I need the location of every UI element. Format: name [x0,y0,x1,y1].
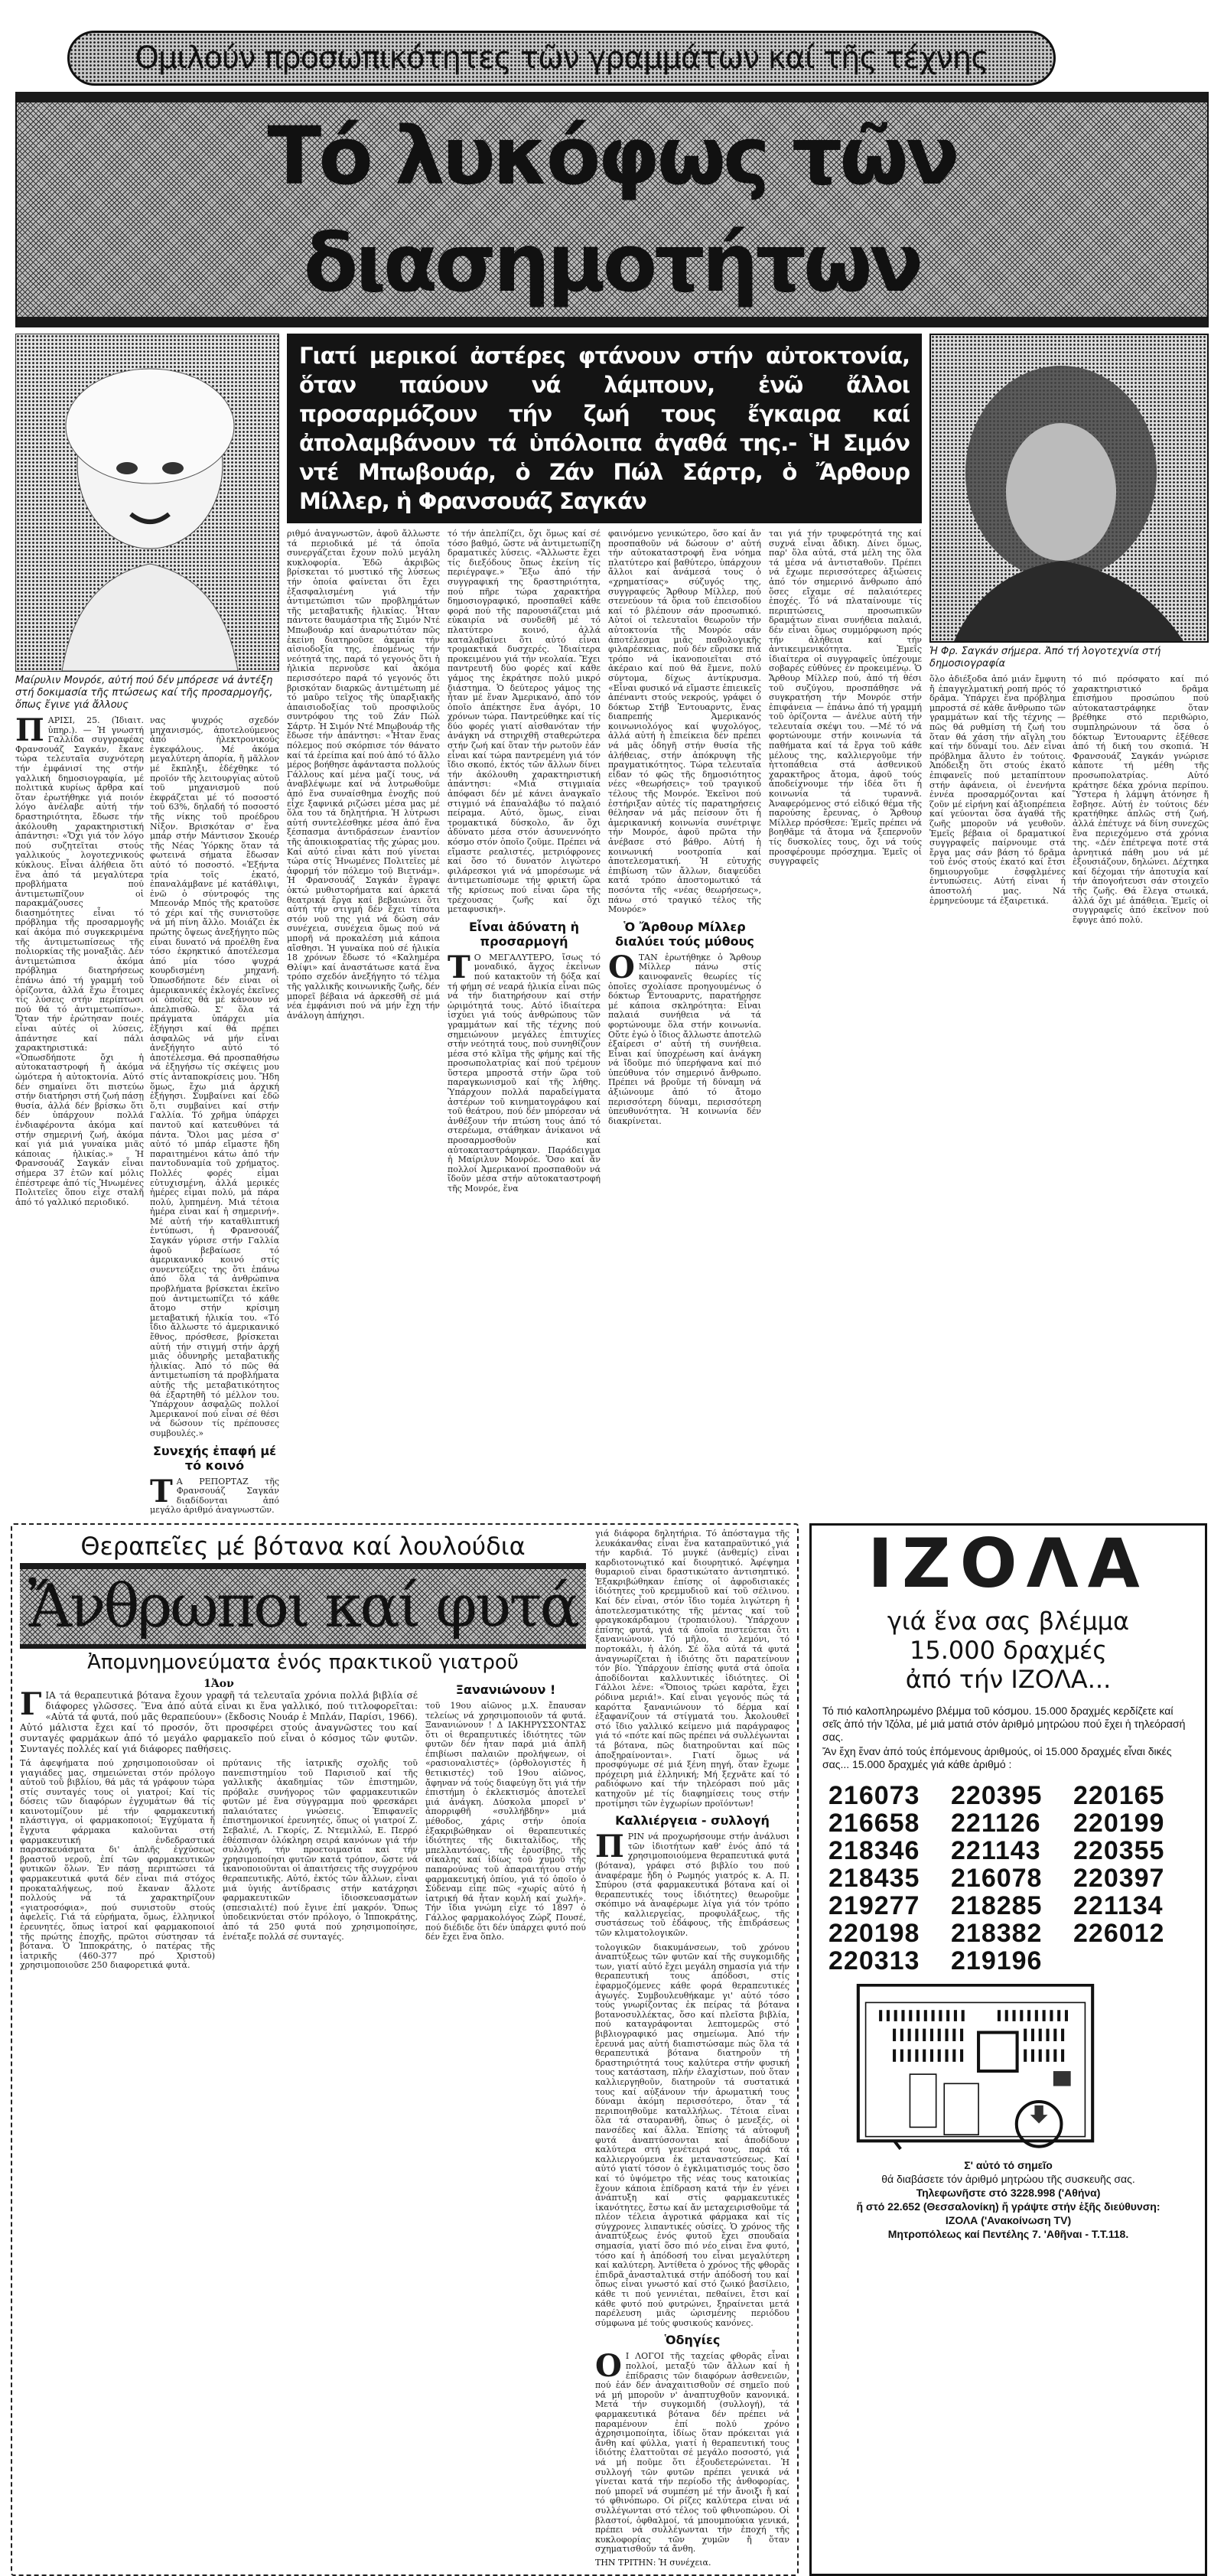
article1-middle [287,334,922,1516]
herbs-left-columns [20,1759,418,1971]
ad-headline-1: γιά ἕνα σας βλέμμα [887,1606,1130,1636]
subheading-adynati-prosarmogi: Εἶναι ἀδύνατη ἡ προσαρμογή [468,919,580,949]
article1-column-8: τό πιό πρόσφατο καί πιό χαρακτηριστικό δρᾶμα ἐπισήμου προσώπου πού αὐτοκαταστράφηκε ὅταν βρέθηκε στό περιθώριο, συμπληρώνουν τά ὅσα ὁ δόκτωρ Ἐντουαρντς ἐξέθεσε ἀπό τή δική του σκοπιά. Ἡ Φρανσουάζ Σαγκάν γνώρισε κάποτε τή μέθη τῆς προσωπολατρίας. Αὐτό κράτησε δέκα χρόνια περίπου. Ὕστερα ἡ λάμψη ἀτόνησε ἤ ἔσβησε. Αὐτή ἐν τούτοις δέν κρατήθηκε ἁπλῶς στή ζωή, ἀλλά ἐπέτυχε νά δίνη συνεχῶς ἕνα περιεχόμενο στά χρόνια της. «Δέν ἐπέτρεψα ποτέ στά ἀρνητικά πάθη μου νά μέ ἐξουσιάζουν, δηλώνει. Δέχτηκα καί δέχομαι τήν ἀποτυχία καί τήν ἀπογοήτευσι σάν στοιχεῖο τῆς ζωῆς. Θά ἔλεγα στωικά, ἀλλά ὄχι μέ ἀπάθεια. Ἐμεῖς οἱ συγγραφεῖς ἀπό ἐκεῖνον πού ἔφυγε ἀπό πολύ. [1073,674,1209,925]
winning-numbers-grid [812,1771,1205,1975]
article1-column-2: νας ψυχρός σχεδόν μηχανισμός, ἀποτελούμενος ἀπό ἠλεκτρονικούς ἐγκεφάλους. Μέ ἀκόμα μεγαλύτερη ἀπορία, ἤ μᾶλλον μέ ἔκπληξι, ἐδέχθηκε τό προϊόν τῆς λειτουργίας αὐτοῦ τοῦ μηχανισμοῦ πού ἐκφράζεται μέ τό ποσοστό τοῦ 63%, δηλαδή τό ποσοστό τῆς νίκης τοῦ προέδρου Νίξον. Βρισκόταν σ' ἕνα μπάρ στήν Μάντισον Σκουέρ τῆς Νέας Ὑόρκης ὅταν τά φωτεινά σήματα ἔδωσαν αὐτό τό ποσοστό. «Ἑξήντα τρία τοῖς ἑκατό, ἐπαναλάμβανε μέ κατάθλιψι, ἐνῶ ὁ σύντροφός της Μπεονάρ Μπός τῆς κρατοῦσε τό χέρι καί τῆς συνιστοῦσε νά μή πίνη ἄλλο. Μοιάζει ἐκ πρώτης ὄψεως ἀνεξήγητο πῶς εἶναι δυνατό νά προέλθη ἕνα τόσο ἐκρηκτικό ἀποτέλεσμα ἀπό μία τόσο ψυχρά κουρδισμένη μηχανή. Ὁπωσδήποτε δέν εἶναι οἱ ἀμερικανικές ἐκλογές ἐκεῖνες οἱ ὁποῖες θά μέ κάνουν νά ἀπελπισθῶ. Σ' ὅλα τά πράγματα ὑπάρχει μία ἐξήγησι καί θά πρέπει ἀσφαλῶς νά μήν εἶναι ἀνεξήγητο αὐτό τό ἀποτέλεσμα. Θά προσπαθήσω νά ἐξηγήσω τίς σκέψεις μου στίς ἀνταποκρίσεις μου. Ἤδη ὅμως, ἔχω μιά ἀρχική ἐξήγησι. Συμβαίνει καί ἐδῶ ὅ,τι συμβαίνει καί στήν Γαλλία. Τό χρῆμα ὑπάρχει παντοῦ καί κατευθύνει τά πάντα. Ὅλοι μας μέσα σ' αὐτό τό μπάρ εἴμαστε ἤδη παραιτημένοι κάτω ἀπό τήν παντοδυναμία τοῦ χρήματος. Πολλές φορές εἶμαι εὐτυχισμένη, ἀλλά μερικές ἡμέρες εἶμαι πολύ, μά πάρα πολύ, λυπημένη. Μιά τέτοια ἡμέρα εἶναι καί ἡ σημερινή». Μέ αὐτή τήν καταθλιπτική ἐντύπωσι, ἡ Φρανσουάζ Σαγκάν γύρισε στήν Γαλλία ἀφοῦ βεβαίωσε τό ἀμερικανικό κοινό στίς συνεντεύξεις της ὅτι ἐπάνω ἀπό ὅλα τά ἀνθρώπινα προβλήματα βρίσκεται ἐκεῖνο πού ἀντιμετωπίζει τό κάθε ἄτομο στήν κρίσιμη μεταβατική ἡλικία του. «Τό ἴδιο ἄλλωστε τό ἀμερικανικό ἔθνος, πρόσθεσε, βρίσκεται αὐτή τήν στιγμή στήν ἀρχή μιᾶς ὀδυνηρῆς μεταβατικῆς ἡλικίας. Ἀπό τό πῶς θά ἀντιμετωπίση τά προβλήματα αὐτῆς τῆς μεταβατικότητος θά ἐξαρτηθῆ τό μέλλον του. Ὑπάρχουν ἀσφαλῶς πολλοί Ἀμερικανοί πού εἶναι σέ θέσι νά δώσουν τίς πρέπουσες συμβουλές.» [150,715,279,1438]
herbs-column-3-wrap [425,1678,586,1971]
ad-footer-phone-thessaloniki: ἤ στό 22.652 (Θεσσαλονίκη) ἤ γράψτε στήν ἑξῆς διεύθυνση: [856,2200,1161,2213]
winning-number: 220355 [1073,1835,1165,1865]
izola-logo: ΙΖΟΛΑ [868,1523,1149,1603]
subheading-synexis-epafi: Συνεχής ἐπαφή μέ τό κοινό [152,1443,276,1473]
winning-number: 218346 [828,1835,920,1865]
ad-footer-address-name: ΙΖΟΛΑ ('Ανακοίνωση TV) [945,2213,1072,2226]
page-title: Τό λυκόφως τῶν διασημοτήτων [267,109,957,310]
winning-number: 218285 [951,1890,1043,1920]
sagan-photo [929,334,1209,643]
winning-number: 216073 [828,1780,920,1810]
herbs-left [20,1678,418,1971]
monroe-photo [15,334,279,672]
herbs-subtitle: Ἀπομνημονεύματα ἑνός πρακτικοῦ γιατροῦ [87,1650,519,1674]
winning-number: 218382 [951,1918,1043,1948]
winning-number: 220397 [1073,1863,1165,1893]
article1-middle-columns [287,529,922,1194]
portrait-illustration [16,334,279,671]
winning-number: 220199 [1073,1808,1165,1838]
article1-column-4-wrap [448,529,601,1194]
ad-body-2: Ἄν ἔχη ἕναν ἀπό τούς ἑπόμενους ἀριθμούς, οἱ 15.000 δραχμές εἶναι δικές σας... 15.000 δραχμές γιά κάθε ἀριθμό : [822,1744,1172,1770]
winning-number: 221126 [951,1808,1041,1838]
winning-number: 219277 [828,1890,920,1920]
kicker-banner [67,31,1056,86]
winning-number [1073,1947,1196,1975]
herbs-article-border [11,1523,799,2576]
bottom-section [0,1516,1224,2576]
deck-text: Γιατί μερικοί ἀστέρες φτάνουν στήν αὐτοκτονία, ὅταν παύουν νά λάμπουν, ἐνῶ ἄλλοι προσαρμόζουν τήν ζωή τους ἔγκαιρα καί ἀπολαμβάνουν τά ὑπόλοιπα ἀγαθά της.- Ἡ Σιμόν ντέ Μπωβουάρ, ὁ Ζάν Πώλ Σάρτρ, ὁ Ἄρθουρ Μίλλερ, ἡ Φρανσουάζ Σαγκάν [299,343,910,514]
subheading-ksananionoun: Ξανανιώνουν ! [455,1682,556,1697]
article1-column-2b: Τ Α ΡΕΠΟΡΤΑΖ τῆς Φρανσουάζ Σαγκάν διαδίδονται ἀπό μεγάλο ἀριθμό ἀναγνωστῶν. [150,1473,279,1516]
article1-column-1: Π ΑΡΙΣΙ, 25. (Ἰδιαιτ. ὑπηρ.). — Ἡ γνωστή Γαλλίδα συγγραφέας Φρανσουάζ Σαγκάν, ἔκανε τώρα τελευταῖα συχνότερη τήν ἐμφάνισί της στήν γαλλική δημοσιογραφία, μέ πολιτικά κυρίως ἄρθρα καί ὅταν ἐρωτήθηκε γιά ποιόν λόγο ἀνέλαβε αὐτή τήν δραστηριότητα, ἔδωσε τήν ἀκόλουθη χαρακτηριστική ἀπάντησι: «Ὄχι γιά τόν λόγο πού συζητεῖται στούς γαλλικούς λογοτεχνικούς κύκλους. Εἶναι ἀλήθεια ὅτι ἕνα ἀπό τά μεγαλύτερα προβλήματα πού ἀντιμετωπίζουν οἱ παρακμάζουσες διασημότητες εἶναι τό πρόβλημα τῆς προσαρμογῆς καί ἀκόμα πιό συγκεκριμένα τῆς ἀντιμετωπίσεως τῆς πολιορκίας τῆς μοναξιᾶς. Δέν ἀντιμετώπισα ἀκόμα πρόβλημα διατηρήσεως ἐπάνω ἀπό τή γραμμή τοῦ ὁρίζοντα, ἀλλά ἔχω ἕτοιμες τίς λύσεις στήν περίπτωσι πού θά τό ἀντιμετωπίσω». Ὅταν τήν ἐρώτησαν ποιές εἶναι αὐτές οἱ λύσεις, ἀπάντησε καί πάλι χαρακτηριστικά: «Ὁπωσδήποτε ὄχι ἡ αὐτοκαταστροφή ἤ ἀκόμα ὠμότερα ἡ αὐτοκτονία. Αὐτό δέν σημαίνει ὅτι πιστεύω στήν διατήρησι στή ζωή πάσῃ θυσία, ἀλλά δέν βρίσκω ὅτι δέν ὑπάρχουν πολλά ἐνδιαφέροντα ἀκόμα καί στήν σημερινή ζωή, ἀκόμα καί γιά μιά γυναίκα μιᾶς κάποιας ἡλικίας.» Ἡ Φρανσουάζ Σαγκάν εἶναι σήμερα 37 ἐτῶν καί μόλις ἐπέστρεφε ἀπό τίς Ἡνωμένες Πολιτεῖες ὅπου εἶχε σταλῆ ἀπό τό γαλλικό περιοδικό. [15,712,145,1207]
winning-number: 220165 [1073,1780,1165,1810]
article1-column-4: τό τήν ἀπελπίζει, ὄχι ὅμως καί σέ τόσο βαθμό, ὥστε νά ἀντιμετωπίζη δραματικές λύσεις. «Ἄλλωστε ἔχει τίς διεξόδους ὅπως ἐκείνη τίς περιέγραψε.» Ἔξω ἀπό τήν συγγραφική της δραστηριότητα, πού πῆρε τώρα χαρακτήρα δημοσιογραφικό, προσπαθεῖ κάθε φορά πού τῆς παρουσιάζεται μιά εὐκαιρία νά συνδεθῆ μέ τό πλατύτερο κοινό, ἀλλά καταλαβαίνει ὅτι αὐτό εἶναι τρομακτικά δυσχερές. Ἰδιαίτερα προκειμένου γιά τήν νεολαία. Ἔχει παντρευτῆ δύο φορές καί κάθε γάμος της ἐκράτησε πολύ μικρό διάστημα. Ὁ δεύτερος γάμος της ἦταν μέ ἕναν Ἀμερικανό, ἀπό τόν ὁποῖο ἀπέκτησε ἕνα ἀγόρι, 10 χρόνων τώρα. Παντρεύθηκε καί τίς δύο φορές γιατί αἰσθανόταν τήν ἀνάγκη νά στηριχθῆ σταθερώτερα στήν ζωή καί ὅταν τήν ρωτοῦν ἐάν εἶναι καί τώρα παντρεμένη γιά τόν ἴδιο σκοπό, ἐκτός τῶν ἄλλων δίνει τήν ἀκόλουθη χαρακτηριστική ἀπάντησι: «Μιά στιγμιαία ἀπόφασι δέν μέ κάνει ἀναγκαῖο στιγμιό νά ἐπαναλάβω τό παλαιό πείραμα. Αὐτό, ὅμως, εἶναι τρομακτικά δύσκολο, ἄν ὄχι ἀδύνατο μέσα στόν ἀσυνεννόητο κόσμο στόν ὁποῖο ζοῦμε. Πρέπει νά εἴμαστε ρεαλιστές, μετριόφρονες καί ὅσο τό δυνατόν λιγώτερο φιλάρεσκοι γιά νά μπορέσωμε νά ἀντιμετωπίσωμε τήν φρικτή ὥρα τῆς κρίσεως πού εἶναι ὥρα τῆς τρέχουσας ζωῆς καί ὄχι μεταφυσική». [448,529,601,915]
winning-number: 218435 [828,1863,920,1893]
ad-headline-3: ἀπό τήν ΙΖΟΛΑ... [905,1664,1112,1694]
article1-column-7: ὅλο ἀδιέξοδα ἀπό μιάν ἔμφυτη ἤ ἐπαγγελματική ροπή πρός τό δρᾶμα. Ὑπάρχει ἕνα πρόβλημα μπροστά σέ κάθε ἄνθρωπο τῶν γραμμάτων καί τῆς τέχνης — πῶς θά ρυθμίση τή ζωή του ὅταν θά χάση τήν αἴγλη του καί τήν δύναμί του. Δέν εἶναι πρόβλημα ἄλυτο ἐν τούτοις. Ἀπόδειξη ὅτι στούς ἑκατό ἐπιφανεῖς πού μεταπίπτουν στήν ἀφάνεια, οἱ ἐνενήντα ἐννέα προσαρμόζονται καί ζοῦν μέ εἰρήνη καί ἀξιοπρέπεια καί γεύονται ὅσα ἀγαθά τῆς ζωῆς μποροῦν νά γευθοῦν. Ἐμεῖς βέβαια οἱ δραματικοί συγγραφεῖς παίρνουμε στά ἔργα μας σάν βάση τό δρᾶμα τοῦ ἑνός στούς ἑκατό καί ἔτσι δημιουργοῦμε ἐσφαλμένες ἐντυπώσεις. Αὐτή εἶναι ἡ ἀποστολή μας. Νά ἑρμηνεύουμε τά ἐξαιρετικά. [929,674,1066,906]
subheading-miller: Ὁ Ἄρθουρ Μίλλερ διαλύει τούς μύθους [615,919,754,949]
ad-footer-line: Σ' αὐτό τό σημεῖο [964,2158,1053,2171]
winning-number: 226012 [1073,1918,1165,1948]
ad-footer-phone-athens: Τηλεφωνῆστε στό 3228.998 ('Αθήνα) [916,2186,1101,2199]
article1-column-5b: Ο ΤΑΝ ἐρωτήθηκε ὁ Ἄρθουρ Μίλλερ πάνω στίς καινοφανεῖς θεωρίες τίς ὁποῖες σχολίασε προηγουμένως ὁ δόκτωρ Ἐντουαρντς, παρατήρησε μέ κάποια σκληρότητα: Εἶναι παλαιά συνήθεια νά τά φορτώνουμε ὅλα στήν κοινωνία. Οὔτε ἐγώ ὁ ἴδιος ἄλλωστε ἀποτελῶ ἐξαίρεσι σ' αὐτή τή συνήθεια. Εἶναι καί ὑποχρέωση καί ἀνάγκη νά ἴδοῦμε πιό ὑπερήφανα καί πιό ὑπεύθυνα τόν σημερινό ἄνθρωπο. Πρέπει νά βροῦμε τή δύναμη νά ἀξιώνουμε ἀπό τό ἄτομο περισσότερη δύναμι, περισσότερη ὑπευθυνότητα. Ἡ κοινωνία δέν διακρίνεται. [608,949,761,1126]
herbs-title: Ἄνθρωποι καί φυτά [28,1571,578,1641]
monroe-caption: Μαίρυλιν Μονρόε, αὐτή πού δέν μπόρεσε νά ἀντέξη στή δοκιμασία τῆς πτώσεως καί τῆς προσαρμογῆς, ὅπως ἔγινε γιά ἄλλους [15,675,273,711]
ad-headline-2: 15.000 δραχμές [909,1635,1108,1665]
drop-cap: Π [15,712,44,748]
herbs-column-4: γιά διάφορα δηλητήρια. Τό ἀπόσταγμα τῆς λευκάκανθας εἶναι ἕνα καταπραϋντικό γιά τήν καρδιά. Τό μυγκέ (ἀνθεμίς) εἶναι καρδιοτονωτικό καί διουρητικό. Ἀφέψημα θυμαριοῦ εἶναι δραστικώτατο ἀντισηπτικό. Ἐξακριβώθηκαν ἐπίσης οἱ ἀφροδισιακές ἰδιότητες τοῦ κρεμμυδιοῦ καί τοῦ σέλινου. Καί δέν εἶναι, στόν ἴδιο τομέα λιγώτερη ἡ ἀποτελεσματικότης τῆς μέντας καί τοῦ φραγκοκάρδαμου (τροπαιόλου). Ὑπάρχουν ἐπίσης φυτά, γιά τά ὁποῖα πιστεύεται ὅτι ξανανιώνουν. Τό μῆλο, τό λεμόνι, τό πορτοκάλι, ἡ ἀλόη. Σέ ὅλα αὐτά τά φυτά ἀναγνωρίζεται ἡ ἰδιότης ὅτι παρατείνουν τόν βίο. Ὑπάρχουν ἐπίσης φυτά στά ὁποῖα ἀποδίδονται καλλυντικές ἰδιότητες. Οἱ Γάλλοι λένε: «Ὅποιος τρώει καρότα, ἔχει ρόδινα μεριά!». Καί εἶναι γεγονός πώς τά καρόττα ξανανιώνουν τό δέρμα καί ἐξαφανίζουν τά στίγματά του. Ἀκολουθεῖ στό ἴδιο γαλλικό κείμενο μιά παράγραφος γιά τό «πότε καί πῶς πρέπει νά συλλέγωνται τά βότανα, πῶς διατηροῦνται καί πῶς ἀποξηραίνονται». Γιατί ὅμως νά προσφύγωμε σέ μιά ξένη πηγή, ὅταν ἔχωμε πρόχειρη μιά ἑλληνική; Μή ξεχνᾶτε καί τό ραδιόφωνο καί τήν τηλεόρασι πού μᾶς κατηχοῦν μέ τίς διαφημίσεις τους στήν προτίμησι τῶν ἐγχωρίων προϊόντων! [595,1528,789,1809]
masthead [0,0,1224,327]
winning-number: 220198 [828,1918,920,1948]
article1-left [15,334,279,1516]
winning-number: 216078 [951,1863,1043,1893]
herbs-column-1: Τά ἀφεψήματα πού χρησιμοποιοῦσαν οἱ γιαγιάδες μας, σημειώνεται στόν πρόλογο αὐτοῦ τοῦ βιβλίου, θά μᾶς τά γράφουν τώρα στίς συνταγές τους οἱ γιατροί; Καί τίς δόσεις τῶν διαφόρων ἐγχυμάτων θά τίς καινοτομίζουν μέ τήν φαρμακευτική πλάστιγγα, οἱ φαρμακοποιοί; Ἐγχύματα ἤ ἔγχυτα φάρμακα καλοῦνται στή φαρμακευτική ἐνδεδραστικά παρασκευάσματα δι' ἁπλῆς ἐγχύσεως βραστοῦ νεροῦ, ἐπί τῶν φαρμακευτικῶν φυτικῶν ὅλων. Ἐν πάσῃ περιπτώσει τά φαρμακευτικά φυτά δέν εἶναι πιά στόχος προκαταλήψεως, πού ἔκαναν ἄλλοτε πολλούς νά τά χαρακτηρίζουν «γιατροσόφια», πού συνιστοῦν στούς ἀφελεῖς. Γιά τά εὑρήματα, ὅμως, ἐλληνικοί ἐρευνητές, ὅπως ἰατροί καί φαρμακοποιοί τῆς πρώτης ἐποχῆς, πρῶτοι σύστησαν τά βότανα. Ὁ Ἱπποκράτης, ὁ πατέρας τῆς ἰατρικῆς (460-377 πρό Χριστοῦ) χρησιμοποιοῦσε 250 διαφορετικά φυτά. [20,1757,215,1971]
herbs-main [20,1529,586,2568]
herbs-title-ribbon [20,1563,586,1649]
deck-box [287,334,922,523]
izola-ad [809,1523,1207,2576]
winning-number: 220395 [951,1780,1043,1810]
continued-note: ΤΗΝ ΤΡΙΤΗΝ: Ἡ συνέχεια. [595,2557,711,2568]
article1-right [929,334,1209,1516]
winning-number: 220313 [828,1946,920,1975]
herbs-right [595,1529,789,2568]
herbs-intro: Γ ΙΑ τά θεραπευτικά βότανα ἔχουν γραφῆ τά τελευταῖα χρόνια πολλά βιβλία σέ διάφορες γλῶσσες. Ἕνα ἀπό αὐτά εἶναι κι ἕνα γαλλικό, πού τιτλοφορεῖται: «Αὐτά τά φυτά, πού μᾶς θεραπεύουν» (ἔκδοσις Νουάρ ἐ Μπλάν, Παρίσι, 1966). Αὐτό μάλιστα ἔχει καί τό προσόν, ὅτι προσφέρει στούς ἀναγνῶστες του καί συνταγές φαρμάκων ἀπό τό μεγάλο φαρμακεῖο πού εἶναι ὁ κόσμος τῶν φυτῶν. Συνταγές πολλές καί γιά διάφορες παθήσεις. [20,1685,418,1754]
article1-right-columns [929,675,1209,925]
article1-column-5-wrap [608,529,761,1194]
herbs-column-2: πρύτανις τῆς ἰατρικῆς σχολῆς τοῦ πανεπιστημίου τοῦ Παρισιοῦ καί τῆς γαλλικῆς ἀκαδημίας τῶν ἐπιστημῶν, πρόβαλε συνήγορος τῶν φαρμακευτικῶν φυτῶν μέ ἕνα σύγγραμμα πού φρεσκάρει παλαιότατες γνώσεις. Ἐπιφανεῖς ἐπιστημονικοί ἐρευνητές, ὅπως οἱ γιατροί Ζ. Σεβαλιέ, Λ. Γκορίς, Ζ. Ντεμιλλώ, Ε. Περρό ἐθέσπισαν ὁλόκληρη σειρά κανόνων γιά τήν συλλογή, τήν προετοιμασία καί τήν χρησιμοποίησι φυτῶν κατά τρόπον, ὥστε νά ἱκανοποιοῦνται οἱ ἀπαιτήσεις τῆς συγχρόνου θεραπευτικῆς. Αὐτό, ἐκτός τῶν ἄλλων, εἶναι μιά ὑγιής ἀντίδρασις στήν κατάχρησι φαρμακευτικῶν ἰδιοσκευασμάτων (σπεσιαλιτέ) πού ἔγινε ἐπί μακρόν. Ὅπως ὑποδεικνύεται στόν πρόλογο, ὁ Ἱπποκράτης, ἀπό τά 250 φυτά πού χρησιμοποίησε, ἐνέταξε πολλά σέ συνταγές. [223,1757,418,1942]
tv-back-illustration [830,1984,1121,2152]
herbs-column-4b: Π ΡΙΝ νά προχωρήσουμε στήν ἀνάλυσι τῶν ἰδιοτήτων καθ' ἑνός ἀπό τά χρησιμοποιούμενα θεραπευτικά φυτά (βότανα), γράφει στό βιβλίο του πού ἀναφέραμε ἤδη ὁ Ρωμηός γιατρός κ. Α. Π. Σπύρου (στά φαρμακευτικά βότανα καί οἱ θεραπευτικές τους ἰδιότητες) θεωροῦμε σκόπιμο νά ἀναφέρωμε λίγα γιά τόν τρόπο τῆς καλλιεργείας, προφυλάξεως, τῆς συστάσεως τοῦ ἐδάφους, τῆς ἐπιδράσεως τῶν κλιματολογικῶν. [595,1829,789,1939]
article1-column-2-wrap [150,716,279,1516]
subheading-odigies: Ὁδηγίες [664,2333,721,2348]
article1-column-5: φαινόμενο γενικώτερο, ὅσο καί ἄν προσπαθοῦν νά δώσουν σ' αὐτή τήν αὐτοκαταστροφή ἕνα νόημα πλατύτερο καί βαθύτερο, ὑπάρχουν ἄλλοι καί ἀνάμεσά τους ὁ «χρηματίσας» σύζυγός της, συγγραφεύς Ἄρθουρ Μίλλερ, πού στενεύουν τά ὅρια τοῦ ἐπεισοδίου καί τό βλέπουν σάν προσωπικό. Αὐτοί οἱ τελευταῖοι θεωροῦν τήν αὐτοκτονία τῆς Μονρόε σάν ἀποτέλεσμα μιᾶς παθολογικῆς φιλαρέσκειας, πού δέν εὕρισκε πιά τρόπο νά ἱκανοποιεῖται στό ἀκέραιο καί πού θά ἔμενε, πολύ σύντομα, δίχως ἀντίκρυσμα. «Εἶναι φυσικό νά εἴμαστε ἐπιεικεῖς ἀπέναντι στούς νεκρούς, γράφει ὁ δόκτωρ Στήβ Ἐντουαρντς, ἕνας διαπρεπής Ἀμερικανός κοινωνιολόγος καί ψυχολόγος, ἀλλά αὐτή ἡ ἐπιείκεια δέν πρέπει νά μᾶς ὁδηγῆ στήν θυσία τῆς ἀλήθειας, στήν ἀπόκρυψη τῆς πραγματικότητος. Τώρα τελευταῖα εἶδαν τό φῶς τῆς δημοσιότητος νέες «θεωρήσεις» τοῦ τραγικοῦ τέλους τῆς Μονρόε. Ἐκεῖνοι πού ἐστήριξαν αὐτές τίς παρατηρήσεις θέλησαν νά μᾶς πείσουν ὅτι ἡ ἀμερικανική κοινωνία συνέτριψε τήν Μονρόε, ἀφοῦ πρῶτα τήν ἀνέβασε στό βάθρο. Αὐτή ἡ κοινωνική νοοτροπία καί ἀποτελεσματική. Ἡ εὐτυχής ἐπιβίωση τῶν ἄλλων, διαψεύδει κατά τρόπο ἀποστομωτικό τά ποσόντα τῆς «νέας θεωρήσεως», πάνω στό τραγικό τέλος τῆς Μονρόε» [608,529,761,915]
ad-footer-address: Μητροπόλεως καί Πεντέλης 7. 'Αθῆναι - Τ.Τ.118. [887,2227,1129,2240]
article1-column-4b: Τ Ο ΜΕΓΑΛΥΤΕΡΟ, ἴσως τό μοναδικό, ἄγχος ἐκείνων πού κατακτοῦν τή δόξα καί τή φήμη σέ νεαρά ἡλικία εἶναι πῶς νά τήν διατηρήσουν καί στήν ὡριμότητά τους. Αὐτό ἰδιαίτερα ἰσχύει γιά τούς ἀνθρώπους τῶν γραμμάτων καί τῆς τέχνης πού σημειώνουν μεγάλες ἐπιτυχίες στήν νεότητά τους, πού συνηθίζουν μέσα στό κλῖμα τῆς φήμης καί τῆς προσωπολατρίας καί πού τρέμουν ὕστερα μπροστά στήν ὥρα τοῦ παραγκωνισμοῦ καί τῆς λήθης. Ὑπάρχουν πολλά παραδείγματα ἀστέρων τοῦ κινηματογράφου καί τοῦ θεάτρου, πού δέν μπόρεσαν νά ἀνθέξουν τήν πτώση τους ἀπό τό στερέωμα, στάθηκαν ἀνίκανοι νά προσαρμοσθοῦν καί αὐτοκαταστράφηκαν. Παράδειγμα ἡ Μαίριλυν Μονρόε. Ὅσο καί ἄν πολλοί Ἀμερικανοί προσπαθοῦν νά ἴδοῦν μέσα στήν αὐτοκαταστροφή τῆς Μονρόε, ἕνα [448,949,601,1194]
subheading-kalliergeia: Καλλιέργεια - συλλογή [615,1813,770,1829]
winning-number: 219196 [951,1946,1043,1975]
ad-footer [812,2158,1205,2241]
ad-body-1: Τό πιό καλοπληρωμένο βλέμμα τοῦ κόσμου. 15.000 δραχμές κερδίζετε καί σεῖς ἀπό τήν Ἰζόλα, μέ μιά ματιά στόν ἀριθμό μητρώου πού ἔχει ἡ τηλεόρασή σας. [822,1704,1186,1743]
title-ribbon [15,92,1209,327]
herbs-kicker: Θεραπεῖες μέ βότανα καί λουλούδια [80,1531,526,1561]
portrait-illustration [931,335,1209,641]
herbs-column-3: τοῦ 19ου αἰῶνος μ.Χ. ἔπαυσαν τελείως νά χρησιμοποιοῦν τά φυτά. Ξανανιώνουν ! Δ ΙΑΚΗΡΥΣΣΟΝΤΑΣ ὅτι οἱ θεραπευτικές ἰδιότητες τῶν φυτῶν δέν ἦταν παρά μιά ἁπλῆ ἐπιβίωσι παλαιῶν προλήψεων, οἱ «ρασιοναλιστές» (ὀρθολογιστές ἤ θετικιστές) τοῦ 19ου αἰῶνος, ἄφηναν νά τούς διαφεύγη ὅτι γιά τήν ἐπιστήμη ὁ ἐκλεκτισμός ἀποτελεῖ μιά ἀνάγκη. Δύσκολα μπορεῖ ν' ἀπορριφθῆ «συλλήβδην» μιά μέθοδος, χάρις στήν ὁποία ἐξακριβώθηκαν οἱ θεραπευτικές ἰδιότητες τῆς δικιταλίδος, τῆς μπελλαντόνας, τῆς ἐρυσίβης, τῆς σίκαλης καί ἰδίως τοῦ χυμοῦ τῆς παπαρούνας τοῦ ἀπαραιτήτου στήν φαρμακευτική ὀπίου, γιά τό ὁποῖο ὁ Σύδεναμ εἶπε πῶς «χωρίς αὐτό ἡ ἰατρική θά ἦταν κουλή καί χωλή». Τήν ἴδια γνώμη εἶχε τό 1897 ὁ Γάλλος φαρμακολόγος Ζώρζ Πουσέ, πού διέδιδε ὅτι δέν ὑπάρχει φυτό πού δέν ἔχει ἕνα ὅπλο. [425,1700,586,1943]
article1 [0,327,1224,1516]
winning-number: 221143 [951,1835,1041,1865]
winning-number: 221134 [1073,1890,1164,1920]
kicker-text: Ομιλούν προσωπικότητες τῶν γραμμάτων καί τῆς τέχνης [135,41,988,76]
article1-column-6: ται γιά τήν τρυφερότητά της καί συχνά εἶναι ἄδικη. Δίνει ὅμως, παρ' ὅλα αὐτά, στά μέλη της ὅλα τά μέσα νά ἀντισταθοῦν. Πρέπει νά ἔχωμε περισσότερες ἀξιώσεις ἀπό τόν σημερινό ἄνθρωπο ἀπό ὅσες εἴχαμε σέ παλαιότερες ἐποχές. Τό νά πλαταίνουμε τίς περιπτώσεις προσωπικῶν δραμάτων εἶναι συνήθεια παλαιά, δέν εἶναι ὅμως συμμόρφωση πρός τήν ἀλήθεια καί τήν ἀντικειμενικότητα. Ἐμεῖς ἰδιαίτερα οἱ συγγραφεῖς ὑπέχουμε σοβαρές εὐθύνες ἐν προκειμένῳ. Ὁ Ἄρθουρ Μίλλερ πού, ἀπό τή θέσι τοῦ συζύγου, προσπάθησε νά συγκρατήση τήν Μονρόε στήν ἐπιφάνεια — ἐπάνω ἀπό τή γραμμή τοῦ ὁρίζοντα — ἀνέλυε αὐτή τήν τελευταία σκέψι του. —Μέ τό νά φορτώνουμε στήν κοινωνία τά παθήματα καί τά ἔργα τοῦ κάθε μέλους της, καλλιεργοῦμε τήν ἡττοπάθεια στά ἀσθενικοῦ χαρακτῆρος ἄτομα, ἀφοῦ τούς ἀποδείχνουμε τήν ἰδέα ὅτι ἡ κοινωνία τά τυραννᾶ. Ἀναφερόμενος στό εἰδικό θέμα τῆς παρούσης ἔρευνας, ὁ Ἄρθουρ Μίλλερ πρόσθεσε: Ἐμεῖς πρέπει νά βοηθᾶμε τά ἄτομα νά ξεπερνοῦν τίς δυσκολίες τους, ὄχι νά τούς προσφέρουμε πρόσχημα. Ἐμεῖς οἱ συγγραφεῖς [769,529,922,867]
winning-number: 216658 [828,1808,920,1838]
herbs-column-5b: Ο Ι ΛΟΓΟΙ τῆς ταχείας φθορᾶς εἶναι πολλοί, μεταξύ τῶν ἄλλων καί ἡ ἐπίδρασις τῶν διαφόρων ἀσθενειῶν, πού ἐάν δέν ἀναχαιτισθοῦν σέ σημεῖο πού νά μή μποροῦν ν' ἀναπτυχθοῦν κανονικά. Μετά τήν συγκομιδή (συλλογή), τά φαρμακευτικά βότανα δέν πρέπει νά παραμένουν ἐπί πολύ χρόνο ἀχρησιμοποίητα, ἰδίως ὅταν πρόκειται γιά ἄνθη καί φύλλα, γιατί ἡ θεραπευτική τους ἰδιότης ἐλαττοῦται σέ μεγάλο ποσοστό, γιά νά μή ποῦμε ὅτι ἐξουδετερώνεται. Ἡ συλλογή τῶν φυτῶν πρέπει γενικά νά γίνεται κατά τήν περίοδο τῆς ἀνθοφορίας, πού μπορεῖ νά συμπέση μέ τήν ἄνοιξι ἤ καί τό φθινόπωρο. Οἱ ρίζες καλύτερα εἶναι νά συλλέγωνται στό τέλος τοῦ φθινοπώρου. Οἱ βλαστοί, ὀφθαλμοί, τά μπουμπούκια γενικά, πρέπει νά συλλέγωνται τήν ἐποχή τῆς κυκλοφορίας τῶν χυμῶν ἤ ὅταν σχηματισθοῦν τά ἄνθη. [595,2348,789,2555]
herbs-column-5: τολογικῶν διακυμάνσεων, τοῦ χρόνου ἀναπτύξεως τῶν φυτῶν καί τῆς συγκομιδῆς των, γιατί αὐτό ἔχει μεγάλη σημασία γιά τήν θεραπευτική τους ἀπόδοσι, στίς ἐφαρμοζόμενες κάθε φορά θεραπευτικές ἀγωγές. Συμβουλευθήκαμε γι' αὐτό τόσο τούς γνωρίζοντας ἐκ πείρας τά βότανα βοτανοσυλλέκτας, ὅσο καί πλεῖστα βιβλία, πού καταγράφονται λεπτομερῶς στό βιβλιογραφικό μας σημείωμα. Ἀπό τήν ἔρευνά μας αὐτή διαπιστώσαμε πώς ὅλα τά θεραπευτικά βότανα διατηροῦν τή δραστηριότητά τους καλύτερα στήν φυσική τους κατάσταση, πλήν ἐλαχίστων, πού ὅταν καλλιεργηθοῦν, διατηροῦν τά συστατικά τους καί αὐξάνουν τήν ἀρωματική τους δύναμι ἀκόμη περισσότερο, ὅταν τά περιποιηθοῦμε καταλλήλως. Τέτοια εἶναι ὅλα τά σταυρανθῆ, ὅπως ὁ μενεξές, οἱ πανσέδες καί ἄλλα. Ἐπίσης τά αὐτοφυῆ φυτά ἀναπτύσσονται καί ἀποδίδουν καλύτερα στή γενέτειρά τους, παρά τά καλλιεργούμενα ἐκ μεταναστεύσεως. Καί αὐτό γιατί τόσον ὁ ἐγκλιματισμός τους ὅσο καί τό ὑψόμετρο τῆς νέας τους κατοικίας ἔχουν κάποια ἐπίδραση κατά τήν ἐν γένει ἀνάπτυξη καί στίς φαρμακευτικές ἱκανότητες, ἔστω καί ἄν μεταχειρισθοῦμε τά πλέον τέλεια ἀγροτικά φάρμακα καί τίς σύγχρονες λιπαντικές οὐσίες. Ὁ χρόνος τῆς ἀναπτύξεως ἑνός φυτοῦ ἔχει σπουδαία σημασία, γιατί ὅσο πιό νέο εἶναι ἕνα φυτό, τόσο καί ἡ ἀπόδοσή του εἶναι μεγαλύτερη καί καλύτερη. Ἀντίθετα ὁ χρόνος τῆς φθορᾶς ἐπιδρᾶ ἀνασταλτικά στήν ἀπόδοσή του καί ὅπως εἶναι γνωστό καί στό ζωικό βασίλειο, κάθε τι πού γεννιέται, πεθαίνει, ἔτσι καί κάθε φυτό πού φυτρώνει, ξηραίνεται μετά παρέλευση μιᾶς ὡρισμένης περιόδου σύμφωνα μέ τούς φυσικούς κανόνες. [595,1942,789,2328]
article1-column-3: ριθμό ἀναγνωστῶν, ἀφοῦ ἄλλωστε τά περιοδικά μέ τά ὁποῖα συνεργάζεται ἔχουν πολύ μεγάλη κυκλοφορία. Ἐδῶ ἀκριβῶς βρίσκεται τό μυστικό τῆς λύσεως τήν ὁποία φαίνεται ὅτι ἔχει ἐξασφαλισμένη γιά τήν ἀντιμετώπισι τῶν προβλημάτων τῆς μεταβατικῆς ἡλικίας. Ἦταν πάντοτε θαυμάστρια τῆς Σιμόν Ντέ Μπωβουάρ καί ἀναρωτιόταν πῶς ἐκείνη διατηροῦσε ἀκμαία τήν αἰσιοδοξία της, ἐπομένως τήν νεότητά της, παρά τό γεγονός ὅτι ἡ ἡλικία περνοῦσε καί ἀκόμα περισσότερο παρά τό γεγονός ὅτι βρισκόταν διαρκῶς ἀντιμέτωπη μέ τό μαῦρο τεῖχος τῆς ὑπαρξιακῆς ἀπαισιοδοξίας τοῦ προσφιλοῦς συντρόφου της τοῦ Ζάν Πώλ Σάρτρ. Ἡ Σιμόν Ντέ Μπωβουάρ τῆς ἔδωσε τήν ἀπάντησι: «Ἦταν ἕνας πόλεμος πού σκόρπισε τόν θάνατο καί τά ἐρείπια καί πού ἀπό τό ἄλλο μέρος βοήθησε ἀφάνταστα πολλούς Γάλλους καί μένα μαζί τους, νά ἀναβλέψωμε καί νά λυτρωθοῦμε ἀπό ἕνα συναίσθημα ἐνοχῆς πού εἶχε ξαφνικά ριζώσει μέσα μας μέ ὅλα του τά δηλητήρια. Ἡ λύτρωσι αὐτή συντελέσθηκε μέσα ἀπό ἕνα ξέσπασμα ἀντιδράσεων ἐναντίον τῆς ἀποικιοκρατίας τῆς χώρας μου. Καί αὐτό εἶναι κάτι πού γίνεται τώρα στίς Ἡνωμένες Πολιτεῖες μέ ἀφορμή τόν πόλεμο τοῦ Βιετνάμ». Ἡ Φρανσουάζ Σαγκάν ἔγραψε ὀκτώ μυθιστορήματα καί ἀρκετά θεατρικά ἔργα καί βεβαιώνει ὅτι αὐτή τήν στιγμή δέν ἔχει τίποτα στόν νοῦ της γιά νά δώση σάν συνέχεια, συνέχεια ὅμως πού νά μπορῆ νά προκαλέση μιά κάποια αἴσθησι. Ἡ γυναίκα πού σέ ἡλικία 18 χρόνων ἔδωσε τό «Καλημέρα Θλίψι» καί ἀναστάτωσε κατά ἕνα τρόπο σχεδόν ἀνεξήγητο τό τέλμα τῆς γαλλικῆς κοινωνικῆς ζωῆς, δέν μπορεῖ βέβαια νά ἀρκεσθῆ σέ μιά νέα ἐμφάνισι πού νά μήν ἔχη τήν ἀνάλογη ἀπήχησι. [287,529,440,1021]
herbs-body [20,1678,586,1971]
herbs-part-label: 1Ἀον [203,1677,234,1690]
article1-left-columns [15,712,279,1516]
sagan-caption: Ἡ Φρ. Σαγκάν σήμερα. Ἀπό τή λογοτεχνία στή δημοσιογραφία [929,646,1161,669]
ad-footer-line: θά διαβάσετε τόν ἀριθμό μητρώου τῆς συσκευῆς σας. [881,2172,1135,2185]
tv-back-panel-icon [830,1984,1121,2152]
